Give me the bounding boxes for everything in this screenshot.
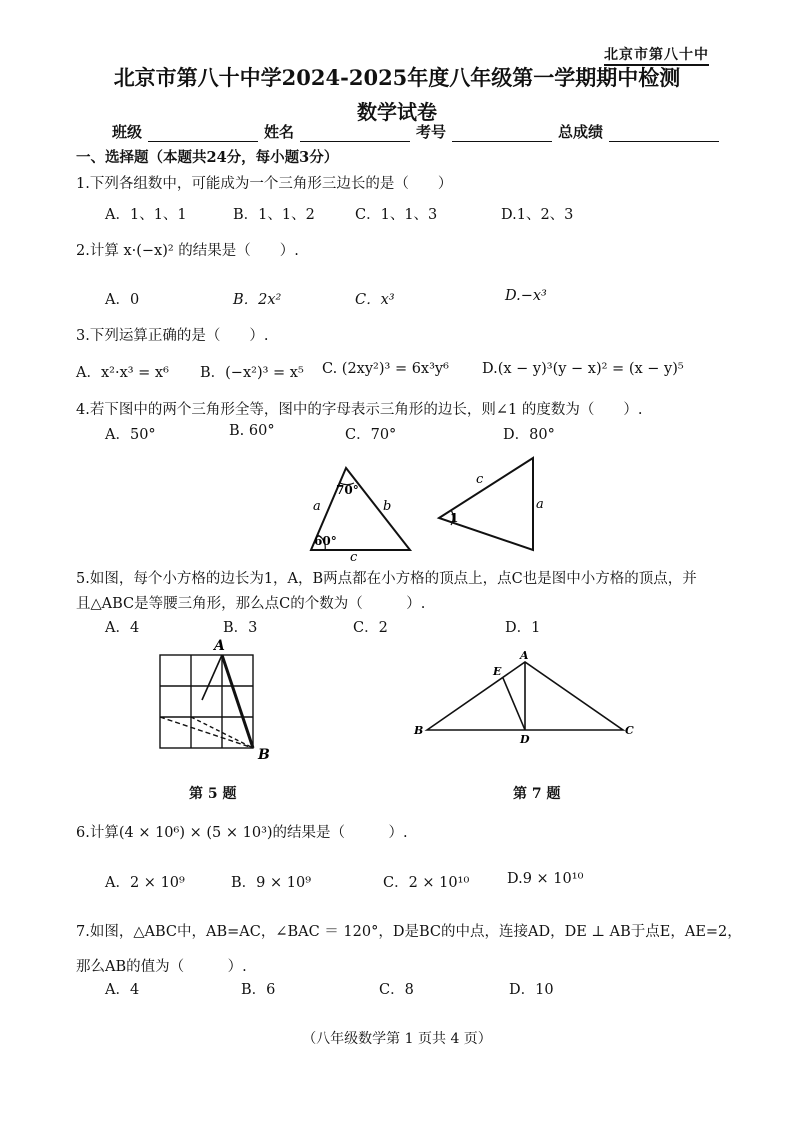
q3-option-d[interactable]: D.(x − y)³(y − x)² = (x − y)⁵ — [482, 361, 684, 377]
q7-point-c-label: C — [625, 724, 634, 737]
q4-angle-60-label: 60° — [314, 534, 337, 548]
q4-angle-1-label: 1 — [450, 511, 459, 525]
q4-t2-side-c-label: c — [476, 472, 484, 487]
q4-option-d[interactable]: D．80° — [503, 427, 555, 443]
q3-option-b[interactable]: B．(−x²)³ = x⁵ — [200, 365, 304, 381]
q5-stem-line1: 5.如图，每个小方格的边长为1，A，B两点都在小方格的顶点上，点C也是图中小方格的顶点，并 — [76, 571, 697, 587]
q3-option-c[interactable]: C. (2xy²)³ = 6x³y⁶ — [322, 361, 449, 377]
q5-option-a[interactable]: A．4 — [105, 620, 140, 636]
q5-pencil-stroke-2 — [160, 717, 253, 748]
q7-option-d[interactable]: D．10 — [509, 982, 554, 998]
q5-figure-caption: 第 5 题 — [189, 786, 237, 802]
q1-stem: 1.下列各组数中，可能成为一个三角形三边长的是（ ） — [76, 176, 453, 192]
q5-grid-figure — [150, 638, 280, 763]
q5-option-d[interactable]: D．1 — [505, 620, 541, 636]
q7-triangle-figure — [410, 650, 640, 745]
q2-option-a[interactable]: A．0 — [105, 292, 140, 308]
q7-option-c[interactable]: C．8 — [379, 982, 414, 998]
total-score-label: 总成绩 — [558, 123, 604, 141]
q5-segment-ab — [222, 655, 253, 748]
student-info-row — [112, 121, 719, 142]
q7-stem-line1: 7.如图，△ABC中，AB=AC，∠BAC ＝ 120°，D是BC的中点，连接AD，DE ⊥ AB于点E，AE=2， — [76, 924, 742, 940]
q6-option-a[interactable]: A．2 × 10⁹ — [105, 875, 185, 891]
q7-option-b[interactable]: B．6 — [241, 982, 276, 998]
q4-side-b-label: b — [383, 499, 392, 514]
q7-point-e-label: E — [493, 665, 502, 678]
class-blank[interactable] — [148, 125, 258, 142]
q4-option-c[interactable]: C．70° — [345, 427, 397, 443]
exam-number-blank[interactable] — [452, 125, 552, 142]
q3-option-a[interactable]: A．x²·x³ = x⁶ — [76, 365, 169, 381]
q7-option-a[interactable]: A．4 — [105, 982, 140, 998]
q2-option-c[interactable]: C．x³ — [355, 292, 395, 308]
exam-number-label: 考号 — [416, 123, 447, 141]
q4-stem: 4.若下图中的两个三角形全等，图中的字母表示三角形的边长，则∠1 的度数为（ ）. — [76, 402, 643, 418]
q7-point-a-label: A — [520, 650, 529, 662]
q4-option-b[interactable]: B. 60° — [229, 423, 275, 439]
q7-point-d-label: D — [520, 733, 530, 745]
class-label: 班级 — [112, 123, 143, 141]
q7-stem-line2: 那么AB的值为（ ）. — [76, 959, 247, 975]
q2-option-d[interactable]: D.−x³ — [505, 288, 547, 304]
q1-option-a[interactable]: A．1、1、1 — [105, 207, 187, 223]
q6-option-c[interactable]: C．2 × 10¹⁰ — [383, 875, 470, 891]
q5-pencil-stroke-1 — [202, 655, 222, 700]
q1-option-b[interactable]: B．1、1、2 — [233, 207, 315, 223]
page-footer: （八年级数学第 1 页共 4 页） — [302, 1031, 492, 1047]
q6-option-b[interactable]: B．9 × 10⁹ — [231, 875, 312, 891]
q4-angle-70-label: 70° — [336, 483, 359, 497]
q4-side-c-label: c — [350, 550, 358, 562]
school-stamp: 北京市第八十中 — [604, 44, 709, 66]
q7-point-b-label: B — [414, 724, 424, 737]
q5-point-a-label: A — [214, 638, 225, 654]
section-heading: 一、选择题（本题共24分，每小题3分） — [76, 149, 339, 166]
q5-point-b-label: B — [258, 747, 270, 763]
total-score-blank[interactable] — [609, 125, 719, 142]
exam-title: 北京市第八十中学2024-2025年度八年级第一学期期中检测 — [113, 65, 681, 90]
q6-stem: 6.计算(4 × 10⁶) × (5 × 10³)的结果是（ ）. — [76, 825, 408, 841]
q2-stem: 2.计算 x·(−x)² 的结果是（ ）. — [76, 243, 299, 259]
q3-stem: 3.下列运算正确的是（ ）. — [76, 328, 269, 344]
q4-triangle-2 — [439, 458, 533, 550]
q1-option-c[interactable]: C．1、1、3 — [355, 207, 438, 223]
q5-stem-line2: 且△ABC是等腰三角形，那么点C的个数为（ ）. — [76, 596, 426, 612]
q4-side-a-label: a — [313, 499, 321, 514]
q4-t2-side-a-label: a — [536, 497, 544, 512]
q4-triangles-figure — [296, 450, 546, 562]
q7-segment-de — [503, 678, 525, 730]
q4-option-a[interactable]: A．50° — [105, 427, 156, 443]
q5-option-c[interactable]: C．2 — [353, 620, 388, 636]
exam-subtitle: 数学试卷 — [357, 100, 437, 124]
q2-option-b[interactable]: B．2x² — [233, 292, 282, 308]
q6-option-d[interactable]: D.9 × 10¹⁰ — [507, 871, 584, 887]
q5-option-b[interactable]: B．3 — [223, 620, 258, 636]
q1-option-d[interactable]: D.1、2、3 — [501, 207, 574, 223]
name-blank[interactable] — [300, 125, 410, 142]
q7-figure-caption: 第 7 题 — [513, 786, 561, 802]
name-label: 姓名 — [264, 123, 295, 141]
